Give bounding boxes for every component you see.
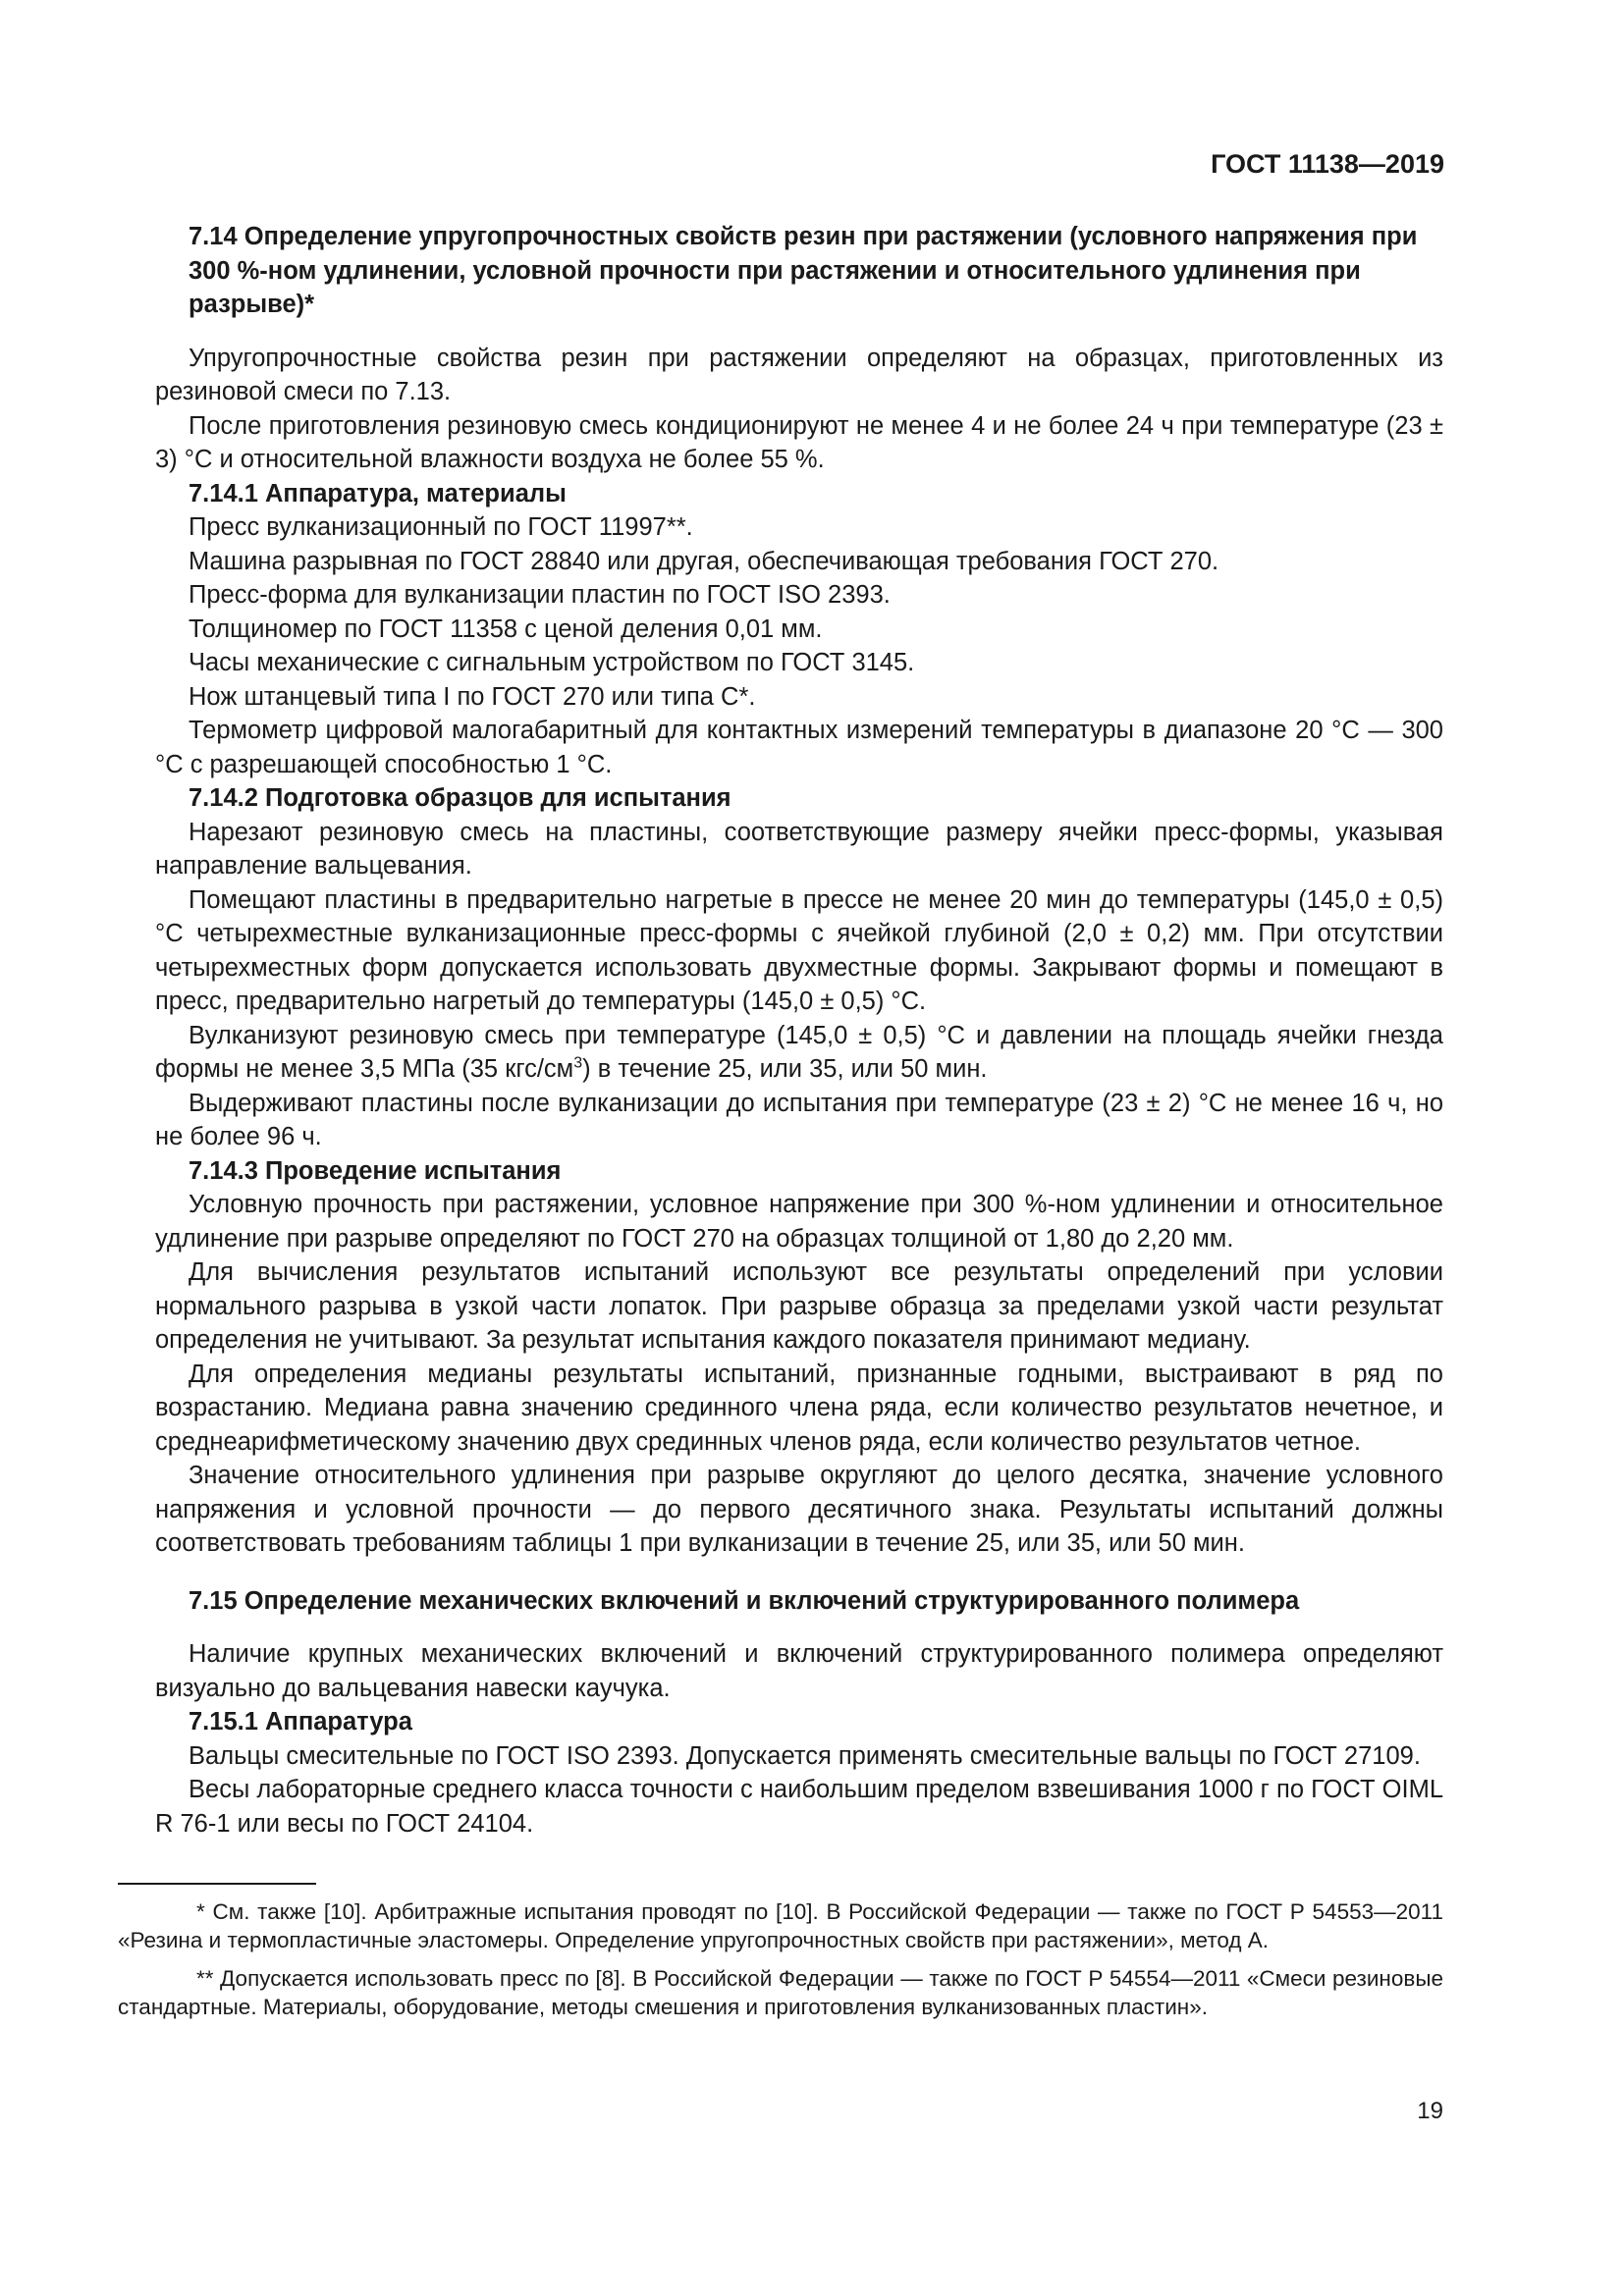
section-7-15-title: 7.15 Определение механических включений и включений структурированного полимера — [189, 1586, 1300, 1615]
text-run: Вулканизуют резиновую смесь при температуре (145,0 ± 0,5) °С и давлении на площадь ячейки гнезда формы не менее 3,5 МПа (35 кгс/см — [155, 1021, 1443, 1083]
section-7-14-1-heading — [155, 477, 1443, 511]
footnote-divider — [118, 1883, 316, 1885]
superscript: 3 — [573, 1054, 583, 1072]
section-7-14-2-heading — [155, 781, 1443, 816]
section-title: Проведение испытания — [265, 1156, 562, 1185]
equipment-item: Термометр цифровой малогабаритный для контактных измерений температуры в диапазоне 20 °С — 300 °С с разрешающей способностью 1 °С. — [155, 717, 1443, 778]
section-number: 7.14.2 — [189, 784, 258, 812]
section-7-15-1-heading — [155, 1705, 1443, 1739]
equipment-item: Часы механические с сигнальным устройством по ГОСТ 3145. — [189, 649, 915, 676]
paragraph: После приготовления резиновую смесь кондиционируют не менее 4 и не более 24 ч при температуре (23 ± 3) °С и относительной влажности воздуха не более 55 %. — [155, 411, 1443, 473]
equipment-item: Машина разрывная по ГОСТ 28840 или другая, обеспечивающая требования ГОСТ 270. — [189, 547, 1219, 575]
page-number: 19 — [1417, 2098, 1443, 2124]
section-title: Аппаратура, материалы — [265, 479, 567, 507]
section-7-14-3-heading — [155, 1154, 1443, 1189]
paragraph — [155, 1019, 1443, 1087]
section-number: 7.15.1 — [189, 1708, 258, 1735]
paragraph: Помещают пластины в предварительно нагретые в прессе не менее 20 мин до температуры (145,0 ± 0,5) °С четырехместные вулканизационные пресс-формы с ячейкой глубиной (2,0 ± 0,2) мм. При отсутствии четырехместных форм допускается использовать двухместные формы. Закрывают формы и помещают в пресс, предварительно нагретый до температуры (145,0 ± 0,5) °С. — [155, 885, 1443, 1015]
paragraph: Значение относительного удлинения при разрыве округляют до целого десятка, значение условного напряжения и условной прочности — до первого десятичного знака. Результаты испытаний должны соответствовать требованиям таблицы 1 при вулканизации в течение 25, или 35, или 50 мин. — [155, 1462, 1443, 1557]
section-title: Подготовка образцов для испытания — [265, 784, 731, 812]
section-number: 7.14.3 — [189, 1156, 258, 1185]
paragraph: Условную прочность при растяжении, условное напряжение при 300 %-ном удлинении и относительное удлинение при разрыве определяют по ГОСТ 270 на образцах толщиной от 1,80 до 2,20 мм. — [155, 1191, 1443, 1253]
section-7-14-title: 7.14 Определение упругопрочностных свойств резин при растяжении (условного напряжения при 300 %-ном удлинении, условной прочности при растяжении и относительного удлинения при разрыве)* — [189, 223, 1418, 318]
document-body — [155, 220, 1443, 1841]
text-run: ) в течение 25, или 35, или 50 мин. — [582, 1055, 988, 1083]
section-number: 7.14.1 — [189, 479, 258, 507]
section-title: Аппаратура — [265, 1708, 412, 1735]
paragraph: Нарезают резиновую смесь на пластины, соответствующие размеру ячейки пресс-формы, указывая направление вальцевания. — [155, 818, 1443, 880]
footnotes — [118, 1897, 1443, 2031]
paragraph: Для определения медианы результаты испытаний, признанные годными, выстраивают в ряд по возрастанию. Медиана равна значению срединного члена ряда, если количество результатов нечетное, и среднеарифметическому значению двух срединных членов ряда, если количество результатов четное. — [155, 1360, 1443, 1456]
equipment-item: Пресс-форма для вулканизации пластин по ГОСТ ISO 2393. — [189, 581, 891, 609]
footnote: * См. также [10]. Арбитражные испытания проводят по [10]. В Российской Федерации — также по ГОСТ Р 54553—2011 «Резина и термопластичные эластомеры. Определение упругопрочностных свойств при растяжении», метод А. — [118, 1899, 1443, 1952]
paragraph: Выдерживают пластины после вулканизации до испытания при температуре (23 ± 2) °С не менее 16 ч, но не более 96 ч. — [155, 1089, 1443, 1150]
equipment-item: Толщиномер по ГОСТ 11358 с ценой деления 0,01 мм. — [189, 614, 823, 643]
paragraph: Наличие крупных механических включений и включений структурированного полимера определяют визуально до вальцевания навески каучука. — [155, 1640, 1443, 1702]
equipment-item: Нож штанцевый типа I по ГОСТ 270 или типа С*. — [189, 682, 756, 711]
paragraph: Вальцы смесительные по ГОСТ ISO 2393. Допускается применять смесительные вальцы по ГОСТ 27109. — [189, 1741, 1421, 1770]
footnote: ** Допускается использовать пресс по [8]. В Российской Федерации — также по ГОСТ Р 54554—2011 «Смеси резиновые стандартные. Материалы, оборудование, методы смешения и приготовления вулканизованных пластин». — [118, 1966, 1443, 2019]
paragraph: Для вычисления результатов испытаний используют все результаты определений при условии нормального разрыва в узкой части лопаток. При разрыве образца за пределами узкой части результат определения не учитывают. За результат испытания каждого показателя принимают медиану. — [155, 1258, 1443, 1354]
paragraph: Упругопрочностные свойства резин при растяжении определяют на образцах, приготовленных из резиновой смеси по 7.13. — [155, 344, 1443, 405]
paragraph: Весы лабораторные среднего класса точности с наибольшим пределом взвешивания 1000 г по ГОСТ OIML R 76-1 или весы по ГОСТ 24104. — [155, 1776, 1443, 1838]
document-header-id: ГОСТ 11138—2019 — [1211, 149, 1444, 179]
equipment-item: Пресс вулканизационный по ГОСТ 11997**. — [189, 513, 693, 541]
